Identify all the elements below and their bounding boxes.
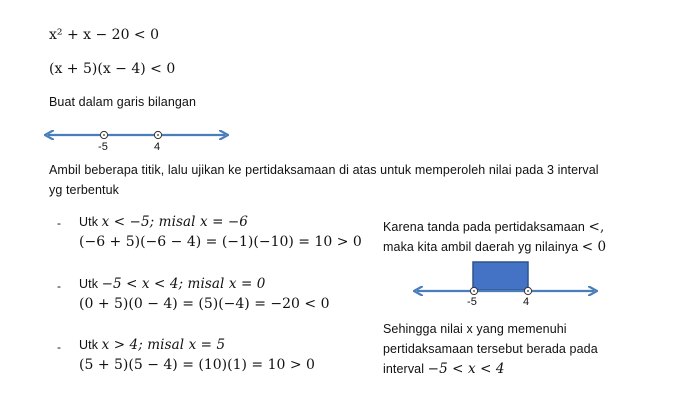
number-line-2-label-left: -5 (467, 296, 477, 308)
conclusion-line-3 (383, 361, 505, 377)
number-line-1-label-right: 4 (154, 141, 161, 153)
conclusion-line-1: Sehingga nilai x yang memenuhi (383, 322, 567, 336)
test-2-calculation: (0 + 5)(0 − 4) = (5)(−4) = −20 < 0 (79, 296, 330, 312)
test-1-heading (79, 214, 248, 230)
note-line-2-text: maka kita ambil daerah yg nilainya (383, 240, 582, 254)
note-line-1 (383, 219, 604, 235)
test-2-bullet: - (57, 279, 61, 293)
test-2-condition: −5 < x < 4; misal x = 0 (101, 276, 266, 292)
intro-text: Buat dalam garis bilangan (49, 95, 197, 109)
instruction-line-2: yg terbentuk (49, 183, 119, 197)
test-1-calculation: (−6 + 5)(−6 − 4) = (−1)(−10) = 10 > 0 (79, 234, 362, 250)
test-3-calculation: (5 + 5)(5 − 4) = (10)(1) = 10 > 0 (79, 357, 315, 373)
conclusion-interval: −5 < x < 4 (427, 361, 505, 377)
test-2-heading (79, 276, 265, 292)
note-line-1-text: Karena tanda pada pertidaksamaan (383, 220, 589, 234)
equation-quadratic: x² + x − 20 < 0 (49, 27, 160, 43)
test-1-condition: x < −5; misal x = −6 (101, 214, 248, 230)
note-line-1-math: <, (588, 219, 605, 235)
conclusion-line-2: pertidaksamaan tersebut berada pada (383, 342, 598, 356)
equation-factored: (x + 5)(x − 4) < 0 (49, 61, 176, 77)
test-3-heading (79, 337, 225, 353)
test-3-prefix: Utk (79, 338, 102, 352)
test-1-bullet: - (57, 216, 61, 230)
test-2-prefix: Utk (79, 277, 102, 291)
note-line-2-math: < 0 (581, 239, 607, 255)
test-1-prefix: Utk (79, 215, 102, 229)
test-3-bullet: - (57, 340, 61, 354)
solution-region-box (473, 262, 528, 290)
number-line-2-label-right: 4 (523, 296, 530, 308)
test-3-condition: x > 4; misal x = 5 (101, 337, 226, 353)
instruction-line-1: Ambil beberapa titik, lalu ujikan ke pertidaksamaan di atas untuk memperoleh nilai pada 3 interval (49, 163, 599, 177)
number-line-1-label-left: -5 (98, 141, 108, 153)
note-line-2 (383, 239, 606, 255)
conclusion-line-3-text: interval (383, 362, 428, 376)
